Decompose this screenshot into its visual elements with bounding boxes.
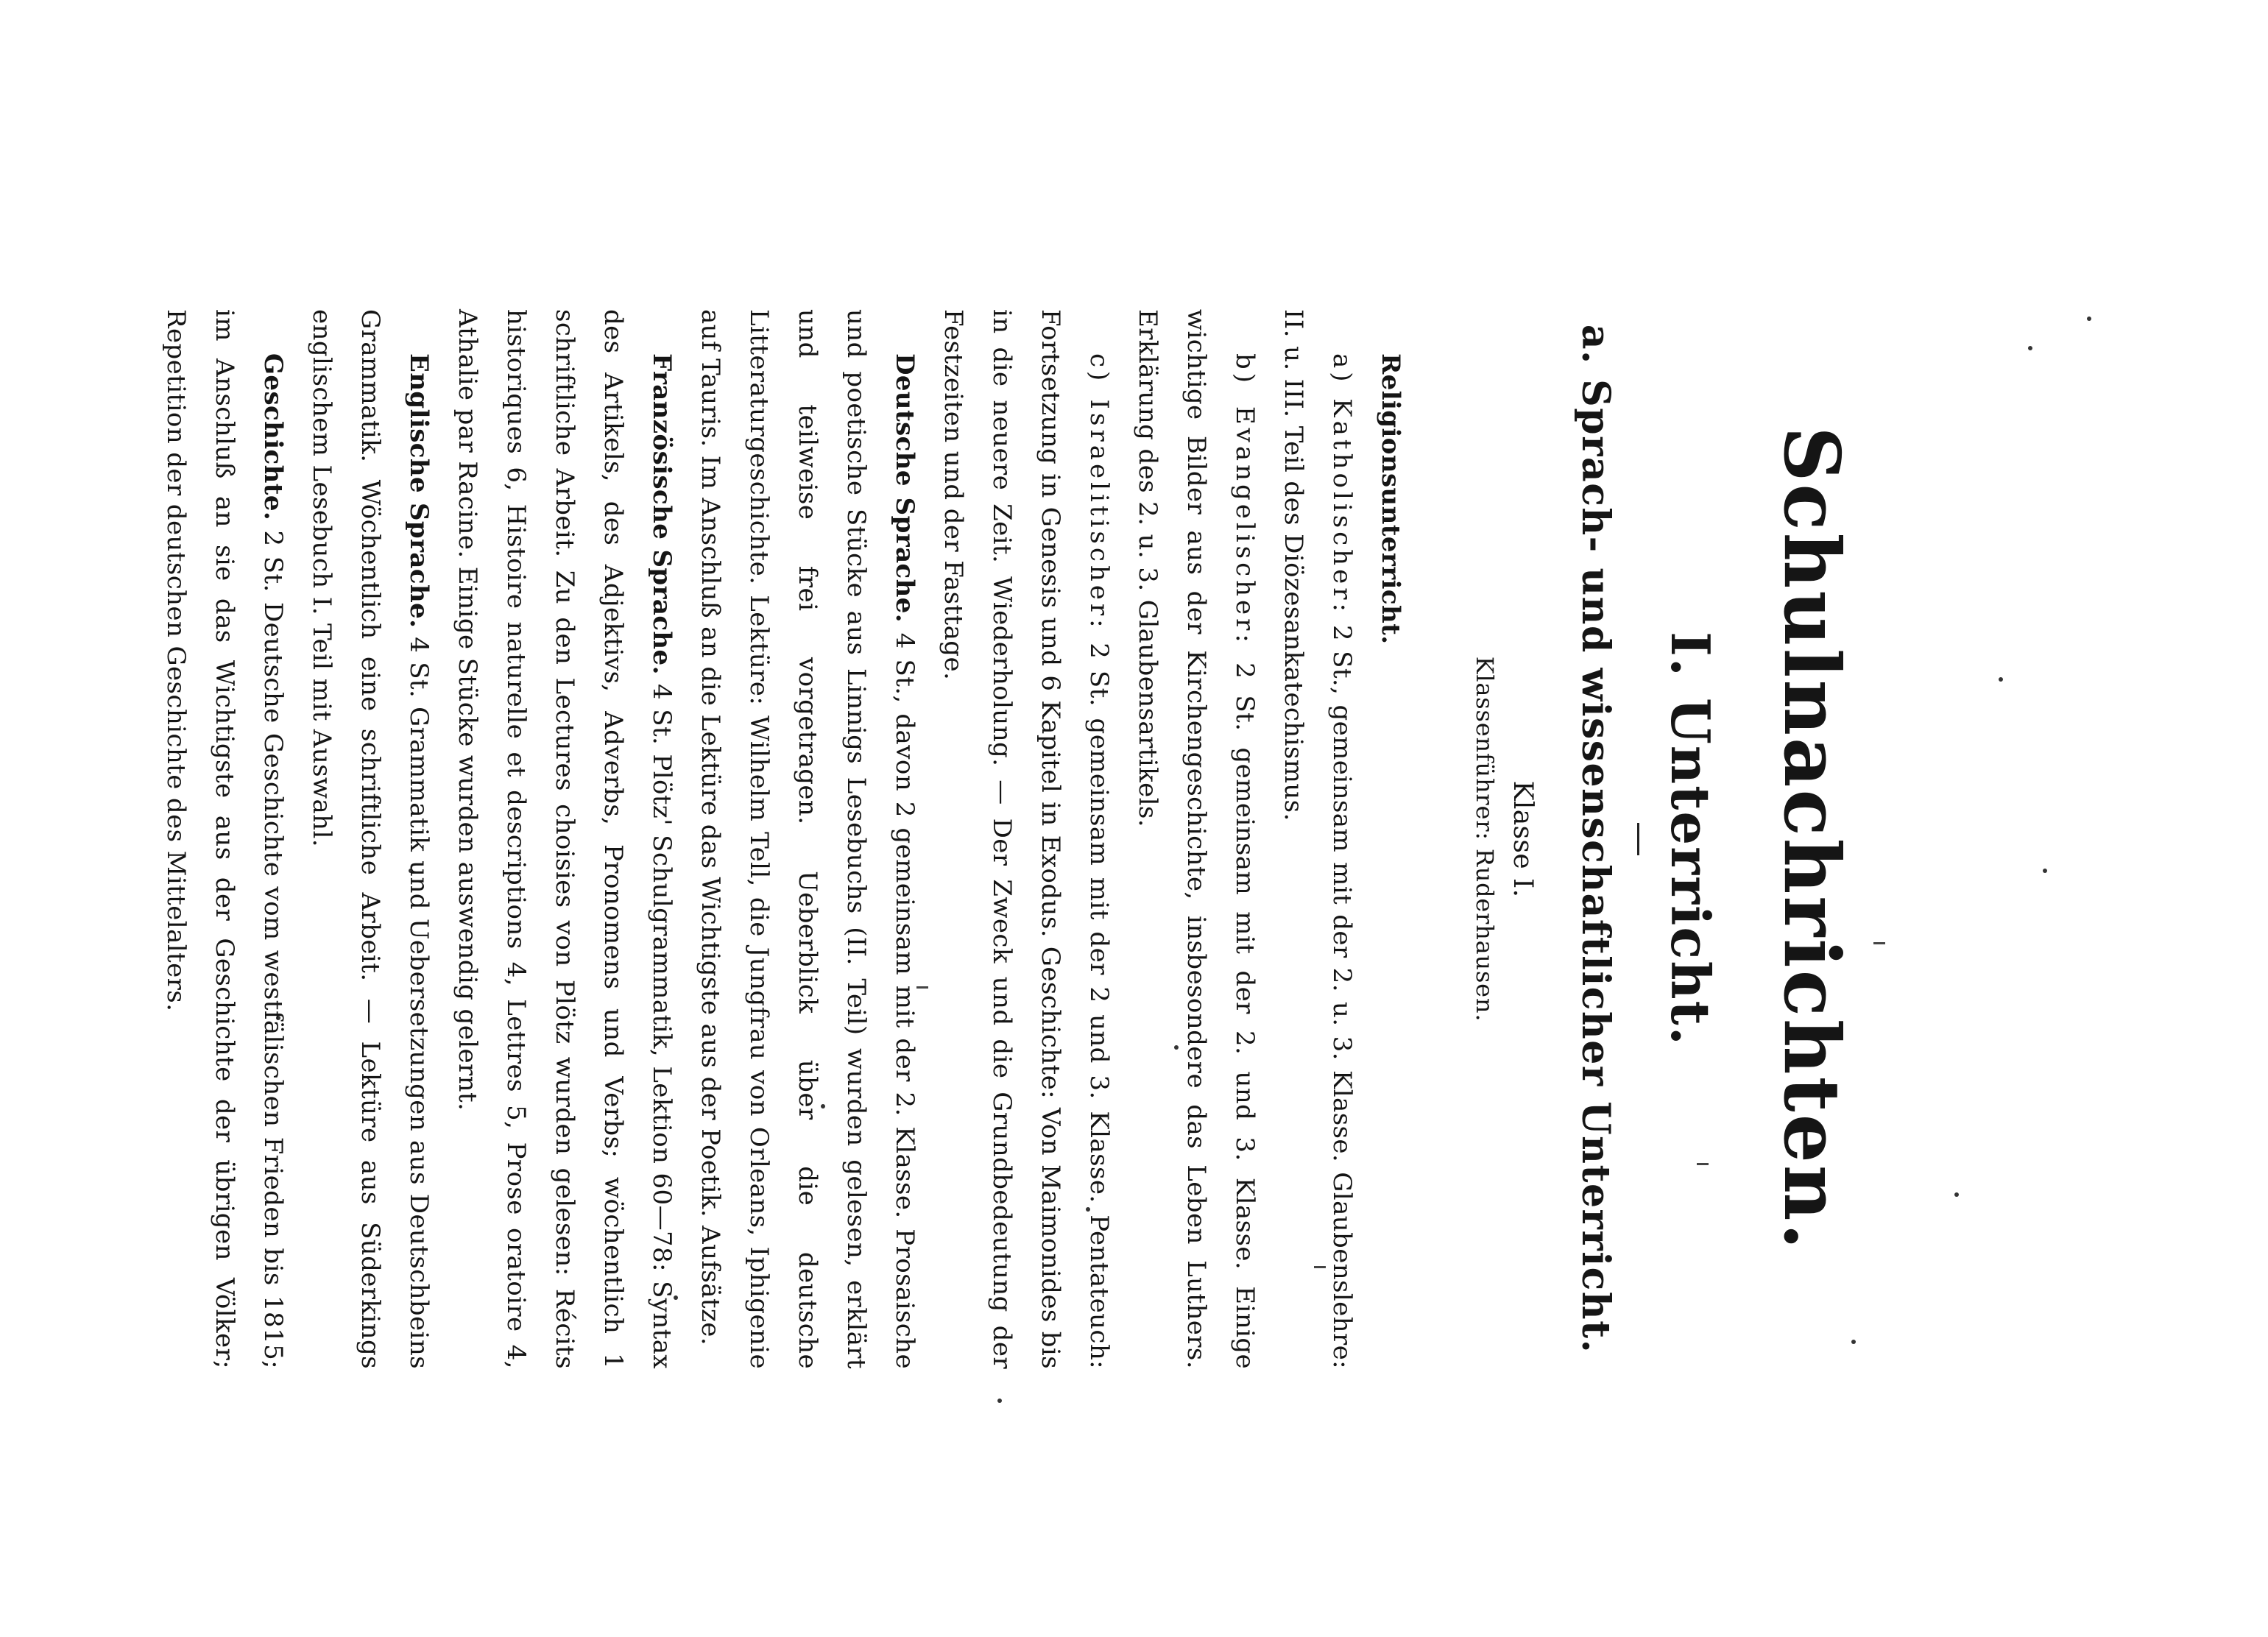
subsection-heading: a. Sprach- und wissenschaftlicher Unterricht. <box>1573 324 1618 1354</box>
class-heading: Klasse I. <box>1508 780 1538 898</box>
french-heading: Französische Sprache. <box>647 353 676 675</box>
religion-protestant <box>1123 309 1269 1369</box>
german-block <box>686 309 929 1369</box>
heading-divider <box>1637 823 1639 855</box>
german-heading: Deutsche Sprache. <box>890 353 919 623</box>
religion-jewish-label: c) Israelitischer: <box>1084 353 1114 632</box>
french-block <box>443 309 686 1369</box>
document-body <box>152 309 1856 1369</box>
religion-catholic-label: a) Katholischer: <box>1327 353 1357 615</box>
scan-speck <box>2087 317 2091 321</box>
religion-jewish-text: 2 St. gemeinsam mit der 2 und 3. Klasse. Pentateuch: Fortsetzung in Genesis und 6 Kapitel in Exodus. Geschichte: Von Maimonides bis in die neuere Zeit. Wiederholung. — Der Zweck und die Grundbedeutung der Festzeiten und der Fasttage. <box>939 309 1114 1369</box>
scan-speck <box>997 1399 1002 1403</box>
religion-protestant-label: b) Evangelischer: <box>1230 353 1260 646</box>
page-title: Schulnachrichten. <box>1767 426 1857 1252</box>
religion-catholic-text: 2 St., gemeinsam mit der 2. u. 3. Klasse. Glaubenslehre: II. u. III. Teil des Diözesankatechismus. <box>1279 309 1357 1369</box>
english-text: 4 St. Grammatik und Uebersetzungen aus Deutschbeins Grammatik. Wöchentlich eine schriftliche Arbeit. — Lektüre aus Süderkings englischem Lesebuch I. Teil mit Auswahl. <box>307 309 434 1369</box>
history-text: 2 St. Deutsche Geschichte vom westfälischen Frieden bis 1815; im Anschluß an sie das Wichtigste aus der Geschichte der übrigen Völker; Repetition der deutschen Geschichte des Mittelalters. <box>161 309 288 1369</box>
german-text: 4 St., davon 2 gemeinsam mit der 2. Klasse. Prosaische und poetische Stücke aus Linnigs Lesebuchs (II. Teil) wurden gelesen, erklärt und teilweise frei vorgetragen. Ueberblick über die deutsche Litteraturgeschichte. Lektüre: Wilhelm Tell, die Jungfrau von Orleans, Iphigenie auf Tauris. Im Anschluß an die Lektüre das Wichtigste aus der Poetik. Aufsätze. <box>696 309 919 1369</box>
scan-mark <box>1873 942 1885 944</box>
religion-block <box>929 309 1415 1369</box>
history-heading: Geschichte. <box>258 353 288 521</box>
scan-speck <box>1954 1192 1959 1197</box>
english-block <box>297 309 443 1369</box>
religion-jewish <box>929 309 1123 1369</box>
scan-speck <box>2043 869 2047 873</box>
french-text: 4 St. Plötz' Schulgrammatik, Lektion 60—78: Syntax des Artikels, des Adjektivs, Adverbs, Pronomens und Verbs; wöchentlich 1 schriftliche Arbeit. Zu den Lectures choisies von Plötz wurden gelesen: Récits historiques 6, Histoire naturelle et descriptions 4, Lettres 5, Prose oratoire 4, Athalie par Racine. Einige Stücke wurden auswendig gelernt. <box>453 309 676 1369</box>
religion-protestant-text: 2 St. gemeinsam mit der 2. und 3. Klasse. Einige wichtige Bilder aus der Kirchengeschichte, insbesondere das Leben Luthers. Erklärung des 2. u. 3. Glaubensartikels. <box>1133 309 1260 1369</box>
scan-speck <box>2028 346 2032 350</box>
english-heading: Englische Sprache. <box>404 353 434 629</box>
religion-catholic <box>1269 309 1366 1369</box>
religion-heading: Religionsunterricht. <box>1376 353 1405 645</box>
class-teacher: Klassenführer: Ruderhausen. <box>1471 656 1499 1022</box>
section-heading: I. Unterricht. <box>1659 632 1722 1047</box>
scan-speck <box>1999 677 2003 682</box>
history-block <box>152 309 297 1369</box>
